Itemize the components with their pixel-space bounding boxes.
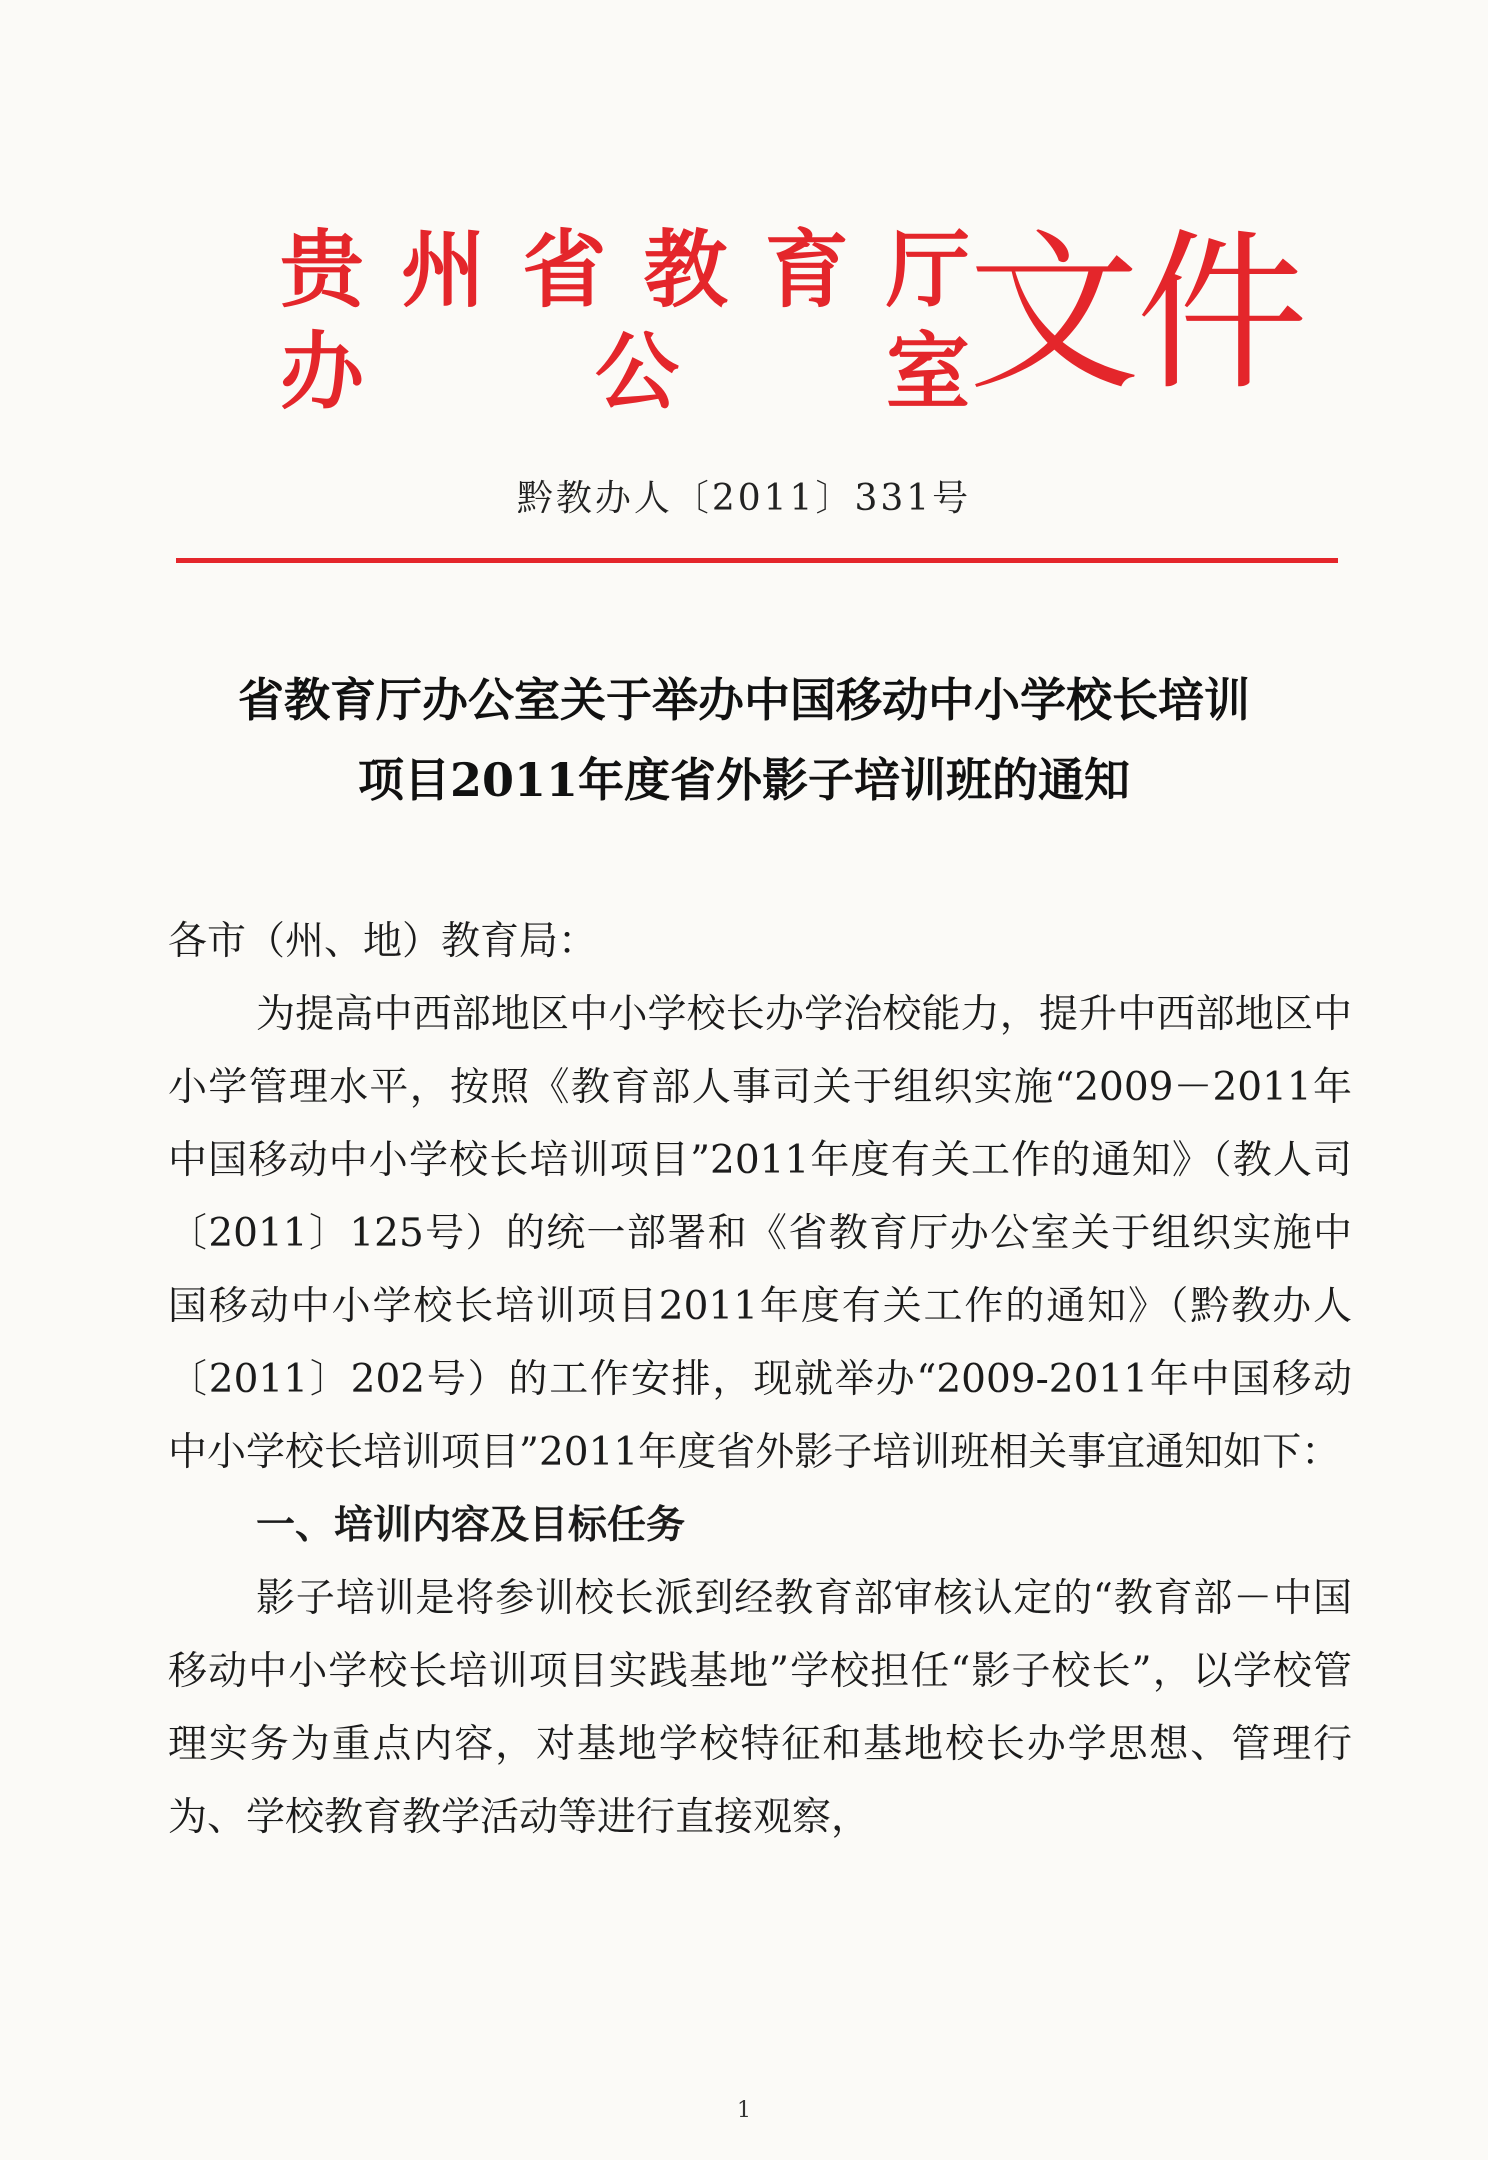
masthead-document-label: 文件 (968, 213, 1304, 414)
notice-title (160, 660, 1328, 820)
masthead-line-1 (280, 220, 970, 320)
masthead-char: 教 (643, 220, 728, 319)
masthead-line-2 (280, 322, 970, 422)
masthead-char: 贵 (280, 220, 365, 319)
masthead-char: 室 (885, 322, 970, 421)
document-number: 黔教办人〔2011〕331号 (516, 478, 972, 519)
title-line-2: 项目2011年度省外影子培训班的通知 (357, 753, 1131, 807)
page-number: 1 (737, 2098, 751, 2123)
section-heading: 一、培训内容及目标任务 (256, 1502, 686, 1548)
masthead-char: 州 (401, 220, 486, 319)
paragraph-intro: 为提高中西部地区中小学校长办学治校能力，提升中西部地区中小学管理水平，按照《教育部人事司关于组织实施“2009－2011年中国移动中小学校长培训项目”2011年度有关工作的通知》（教人司〔2011〕125号）的统一部署和《省教育厅办公室关于组织实施中国移动中小学校长培训项目2011年度有关工作的通知》（黔教办人〔2011〕202号）的工作安排，现就举办“2009-2011年中国移动中小学校长培训项目”2011年度省外影子培训班相关事宜通知如下： (168, 992, 1352, 1475)
salutation: 各市（州、地）教育局： (168, 919, 598, 964)
masthead-char: 育 (764, 220, 849, 319)
masthead-char: 办 (280, 322, 365, 421)
masthead-char: 厅 (885, 220, 970, 319)
title-line-1: 省教育厅办公室关于举办中国移动中小学校长培训 (238, 673, 1250, 727)
masthead (0, 0, 1488, 460)
notice-body (168, 905, 1352, 1854)
masthead-char: 省 (522, 220, 607, 319)
paragraph-training: 影子培训是将参训校长派到经教育部审核认定的“教育部－中国移动中小学校长培训项目实践基地”学校担任“影子校长”，以学校管理实务为重点内容，对基地学校特征和基地校长办学思想、管理行为、学校教育教学活动等进行直接观察， (168, 1576, 1352, 1840)
masthead-char: 公 (594, 322, 679, 421)
red-divider-rule (176, 558, 1338, 563)
